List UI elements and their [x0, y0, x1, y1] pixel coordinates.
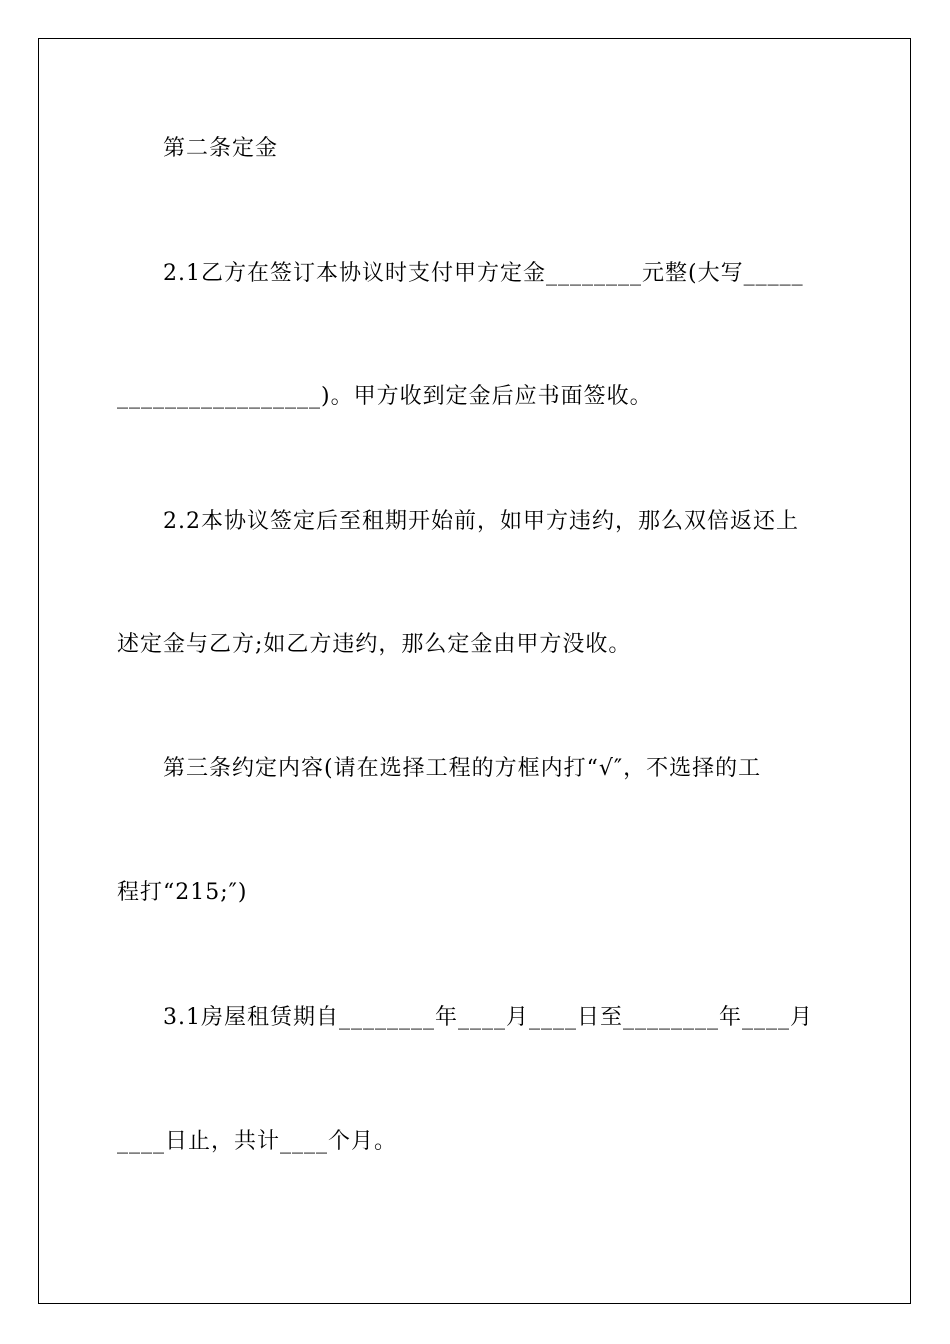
clause-2-2-line-2: 述定金与乙方;如乙方违约，那么定金由甲方没收。 — [117, 632, 632, 657]
clause-2-1-line-1: 2.1乙方在签订本协议时支付甲方定金________元整(大写_____ — [163, 261, 804, 286]
article-3-heading-line-2: 程打“215;″) — [117, 880, 248, 905]
clause-2-2-line-1: 2.2本协议签定后至租期开始前，如甲方违约，那么双倍返还上 — [163, 509, 799, 534]
clause-3-1-line-1: 3.1房屋租赁期自________年____月____日至________年____月 — [163, 1005, 813, 1030]
clause-2-1-line-2: _________________)。甲方收到定金后应书面签收。 — [117, 384, 653, 409]
article-2-heading: 第二条定金 — [163, 136, 279, 161]
article-3-heading-line-1: 第三条约定内容(请在选择工程的方框内打“√″，不选择的工 — [163, 756, 762, 781]
clause-3-1-line-2: ____日止，共计____个月。 — [117, 1129, 398, 1154]
page-frame — [38, 38, 911, 1304]
